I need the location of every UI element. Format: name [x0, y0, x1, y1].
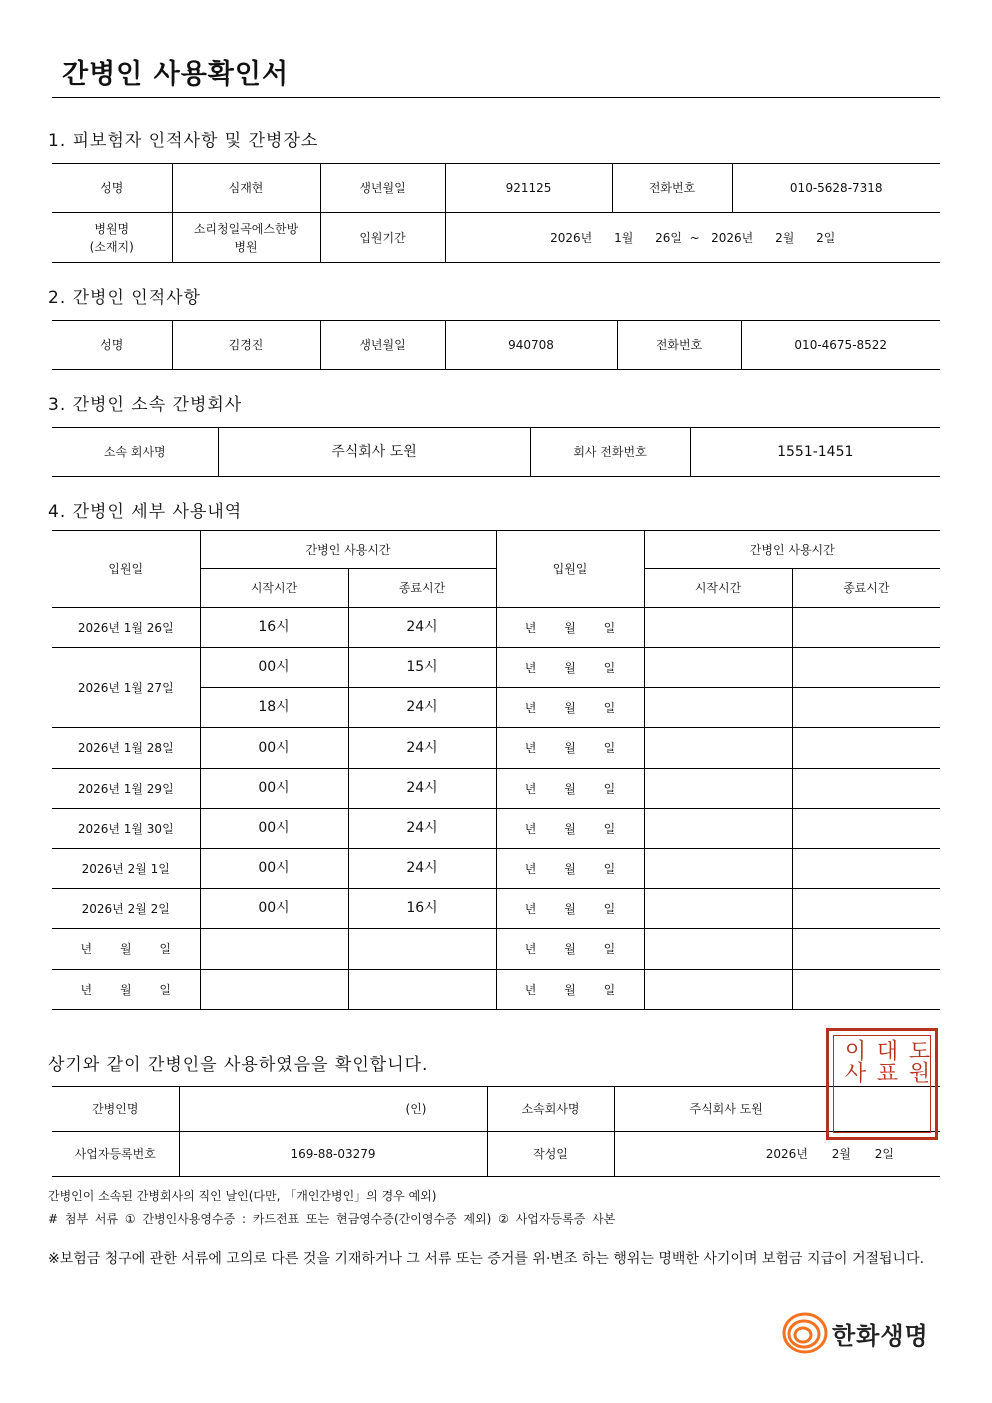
- hospital-label: 병원명 (소재지): [52, 213, 172, 263]
- caregiver-name-label: 성명: [52, 321, 172, 370]
- insured-name: 심재현: [172, 164, 320, 213]
- usage-date: 2026년 2월 2일: [52, 889, 200, 929]
- usage-header-date-right: 입원일: [496, 531, 644, 608]
- usage-header-end-right: 종료시간: [792, 569, 940, 608]
- bizno-label: 사업자등록번호: [52, 1132, 179, 1177]
- note-attachments: # 첨부 서류 ① 간병인사용영수증 : 카드전표 또는 현금영수증(간이영수증 제외) ② 사업자등록증 사본: [48, 1212, 616, 1226]
- usage-end: 24시: [348, 769, 496, 809]
- usage-start: [200, 929, 348, 970]
- usage-header-start-left: 시작시간: [200, 569, 348, 608]
- insured-phone: 010-5628-7318: [732, 164, 940, 213]
- usage-date: 2026년 2월 1일: [52, 849, 200, 889]
- usage-start-blank: [644, 648, 792, 688]
- page-title: 간병인 사용확인서: [62, 59, 290, 90]
- seal-mark: (인): [405, 1102, 427, 1116]
- signature-table: [52, 1086, 940, 1177]
- section-3-heading: 3. 간병인 소속 간병회사: [48, 395, 243, 415]
- caregiver-phone: 010-4675-8522: [741, 321, 940, 370]
- company-seal-stamp: 도원 대표 이사: [826, 1028, 938, 1140]
- usage-date: 2026년 1월 30일: [52, 809, 200, 849]
- usage-header-start-right: 시작시간: [644, 569, 792, 608]
- fraud-warning: ※보험금 청구에 관한 서류에 고의로 다른 것을 기재하거나 그 서류 또는 증거를 위·변조 하는 행위는 명백한 사기이며 보험금 지급이 거절됩니다.: [48, 1251, 925, 1267]
- usage-end: 24시: [348, 728, 496, 769]
- caregiver-birth: 940708: [445, 321, 617, 370]
- usage-date-blank: 년 월 일: [496, 929, 644, 970]
- caregiver-birth-label: 생년월일: [320, 321, 445, 370]
- admission-period: [445, 213, 940, 263]
- usage-end: 24시: [348, 688, 496, 728]
- period-tilde: ~: [689, 230, 700, 245]
- company-phone: 1551-1451: [690, 428, 940, 477]
- hanwha-logo-icon: [780, 1310, 830, 1356]
- usage-date-blank: 년 월 일: [496, 849, 644, 889]
- usage-end-blank: [792, 608, 940, 648]
- hanwha-life-logo: [780, 1310, 929, 1356]
- usage-end: 24시: [348, 849, 496, 889]
- usage-date-blank: 년 월 일: [496, 809, 644, 849]
- usage-header-end-left: 종료시간: [348, 569, 496, 608]
- hospital-name: 소리청일곡에스한방 병원: [172, 213, 320, 263]
- usage-start: [200, 970, 348, 1010]
- usage-date-blank-left: 년 월 일: [52, 929, 200, 970]
- usage-end-blank: [792, 769, 940, 809]
- period-end: 2026년 2월 2일: [711, 230, 836, 245]
- usage-date-blank: 년 월 일: [496, 688, 644, 728]
- usage-end-blank: [792, 728, 940, 769]
- usage-table: [52, 530, 940, 1010]
- sign-company-label: 소속회사명: [487, 1087, 614, 1132]
- sign-company: 주식회사 도원: [614, 1087, 940, 1132]
- usage-end-blank: [792, 970, 940, 1010]
- section-4-heading: 4. 간병인 세부 사용내역: [48, 502, 243, 522]
- company-table: [52, 427, 940, 477]
- caregiver-name: 김경진: [172, 321, 320, 370]
- insured-phone-label: 전화번호: [612, 164, 732, 213]
- usage-date-blank: 년 월 일: [496, 769, 644, 809]
- usage-date: 2026년 1월 29일: [52, 769, 200, 809]
- insured-table: [52, 163, 940, 263]
- company-phone-label: 회사 전화번호: [530, 428, 690, 477]
- section-2-heading: 2. 간병인 인적사항: [48, 288, 201, 308]
- usage-end: 15시: [348, 648, 496, 688]
- usage-date-blank: 년 월 일: [496, 608, 644, 648]
- usage-start-blank: [644, 889, 792, 929]
- usage-header-time-right: 간병인 사용시간: [644, 531, 940, 569]
- usage-start: 00시: [200, 889, 348, 929]
- written-date-label: 작성일: [487, 1132, 614, 1177]
- usage-start-blank: [644, 970, 792, 1010]
- usage-end-blank: [792, 648, 940, 688]
- usage-end-blank: [792, 849, 940, 889]
- usage-date-blank: 년 월 일: [496, 728, 644, 769]
- company-name: 주식회사 도원: [218, 428, 530, 477]
- usage-start: 16시: [200, 608, 348, 648]
- usage-end-blank: [792, 688, 940, 728]
- caregiver-phone-label: 전화번호: [617, 321, 741, 370]
- usage-end-blank: [792, 809, 940, 849]
- insured-birth: 921125: [445, 164, 612, 213]
- usage-date-blank-left: 년 월 일: [52, 970, 200, 1010]
- usage-end: [348, 929, 496, 970]
- caregiver-sign-label: 간병인명: [52, 1087, 179, 1132]
- logo-text: 한화생명: [832, 1322, 929, 1350]
- usage-start-blank: [644, 929, 792, 970]
- usage-date-blank: 년 월 일: [496, 648, 644, 688]
- confirmation-text: 상기와 같이 간병인을 사용하였음을 확인합니다.: [48, 1055, 429, 1075]
- usage-end-blank: [792, 889, 940, 929]
- usage-date: 2026년 1월 28일: [52, 728, 200, 769]
- usage-header-time-left: 간병인 사용시간: [200, 531, 496, 569]
- section-1-heading: 1. 피보험자 인적사항 및 간병장소: [48, 131, 319, 151]
- written-date: 2026년 2월 2일: [614, 1132, 940, 1177]
- usage-start-blank: [644, 809, 792, 849]
- usage-header-date-left: 입원일: [52, 531, 200, 608]
- usage-start-blank: [644, 728, 792, 769]
- usage-date: 2026년 1월 27일: [52, 648, 200, 728]
- usage-date-blank: 년 월 일: [496, 970, 644, 1010]
- period-start: 2026년 1월 26일: [550, 230, 682, 245]
- usage-start: 00시: [200, 809, 348, 849]
- note-seal: 간병인이 소속된 간병회사의 직인 날인(다만, 「개인간병인」의 경우 예외): [48, 1189, 437, 1203]
- usage-date-blank: 년 월 일: [496, 889, 644, 929]
- bizno: 169-88-03279: [179, 1132, 487, 1177]
- usage-date: 2026년 1월 26일: [52, 608, 200, 648]
- usage-end: [348, 970, 496, 1010]
- caregiver-sign-field: [179, 1087, 487, 1132]
- insured-name-label: 성명: [52, 164, 172, 213]
- insured-birth-label: 생년월일: [320, 164, 445, 213]
- caregiver-table: [52, 320, 940, 370]
- usage-start-blank: [644, 608, 792, 648]
- period-label: 입원기간: [320, 213, 445, 263]
- usage-start-blank: [644, 849, 792, 889]
- usage-start: 00시: [200, 849, 348, 889]
- usage-end-blank: [792, 929, 940, 970]
- company-name-label: 소속 회사명: [52, 428, 218, 477]
- usage-start: 00시: [200, 769, 348, 809]
- usage-end: 24시: [348, 608, 496, 648]
- usage-start-blank: [644, 769, 792, 809]
- usage-start: 00시: [200, 728, 348, 769]
- usage-end: 16시: [348, 889, 496, 929]
- usage-end: 24시: [348, 809, 496, 849]
- usage-start: 18시: [200, 688, 348, 728]
- usage-start: 00시: [200, 648, 348, 688]
- usage-start-blank: [644, 688, 792, 728]
- title-divider: [52, 97, 940, 98]
